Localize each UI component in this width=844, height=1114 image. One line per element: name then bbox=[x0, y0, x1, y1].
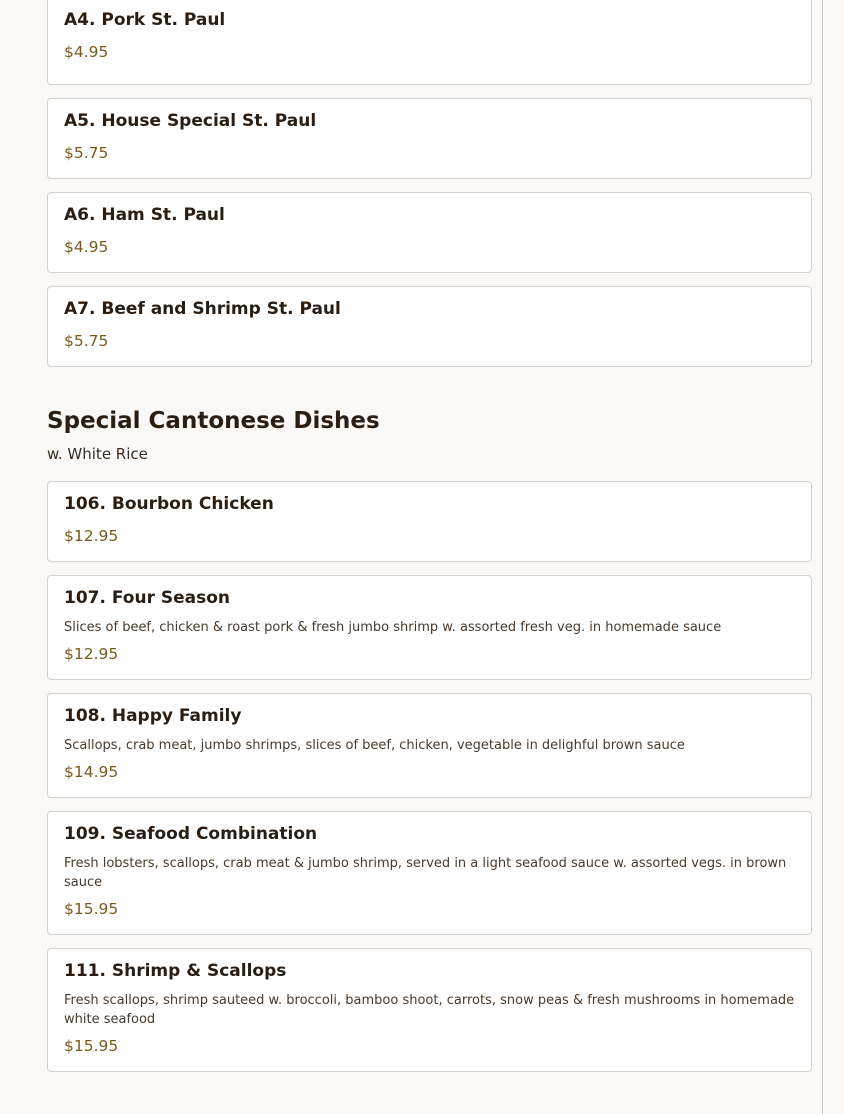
menu-item-card[interactable] bbox=[47, 948, 812, 1072]
menu-item-price: $12.95 bbox=[64, 527, 119, 545]
menu-item-card[interactable] bbox=[47, 286, 812, 367]
menu-item-title: A6. Ham St. Paul bbox=[64, 205, 225, 225]
menu-item-price: $4.95 bbox=[64, 238, 109, 256]
menu-item-price: $15.95 bbox=[64, 900, 119, 918]
menu-item-price: $14.95 bbox=[64, 763, 119, 781]
section-subtitle: w. White Rice bbox=[47, 445, 148, 463]
section-header bbox=[47, 380, 812, 465]
menu-item-title: 111. Shrimp & Scallops bbox=[64, 961, 287, 981]
menu-item-title: A5. House Special St. Paul bbox=[64, 111, 317, 131]
menu-item-description: Fresh scallops, shrimp sauteed w. broccoli, bamboo shoot, carrots, snow peas & fresh mushrooms in homemade white seafood bbox=[64, 993, 795, 1027]
section-title: Special Cantonese Dishes bbox=[47, 408, 380, 434]
menu-item-title: A7. Beef and Shrimp St. Paul bbox=[64, 299, 341, 319]
menu-item-title: 108. Happy Family bbox=[64, 706, 242, 726]
menu-item-card[interactable] bbox=[47, 0, 812, 85]
menu-item-title: 107. Four Season bbox=[64, 588, 231, 608]
menu-item-card[interactable] bbox=[47, 811, 812, 935]
menu-item-price: $4.95 bbox=[64, 43, 109, 61]
menu-item-card[interactable] bbox=[47, 192, 812, 273]
menu-item-card[interactable] bbox=[47, 481, 812, 562]
menu-item-card[interactable] bbox=[47, 98, 812, 179]
menu-item-price: $12.95 bbox=[64, 645, 119, 663]
menu-item-description: Scallops, crab meat, jumbo shrimps, slices of beef, chicken, vegetable in delighful brown sauce bbox=[64, 738, 685, 753]
menu-item-title: 109. Seafood Combination bbox=[64, 824, 318, 844]
menu-column bbox=[47, 0, 812, 1085]
menu-item-description: Slices of beef, chicken & roast pork & fresh jumbo shrimp w. assorted fresh veg. in homemade sauce bbox=[64, 620, 722, 635]
menu-item-title: 106. Bourbon Chicken bbox=[64, 494, 274, 514]
menu-item-title: A4. Pork St. Paul bbox=[64, 10, 226, 30]
menu-item-description: Fresh lobsters, scallops, crab meat & jumbo shrimp, served in a light seafood sauce w. assorted vegs. in brown sauce bbox=[64, 856, 787, 890]
page-divider bbox=[822, 0, 823, 1114]
menu-item-price: $15.95 bbox=[64, 1037, 119, 1055]
menu-item-price: $5.75 bbox=[64, 332, 109, 350]
menu-item-card[interactable] bbox=[47, 693, 812, 798]
menu-item-card[interactable] bbox=[47, 575, 812, 680]
menu-item-price: $5.75 bbox=[64, 144, 109, 162]
